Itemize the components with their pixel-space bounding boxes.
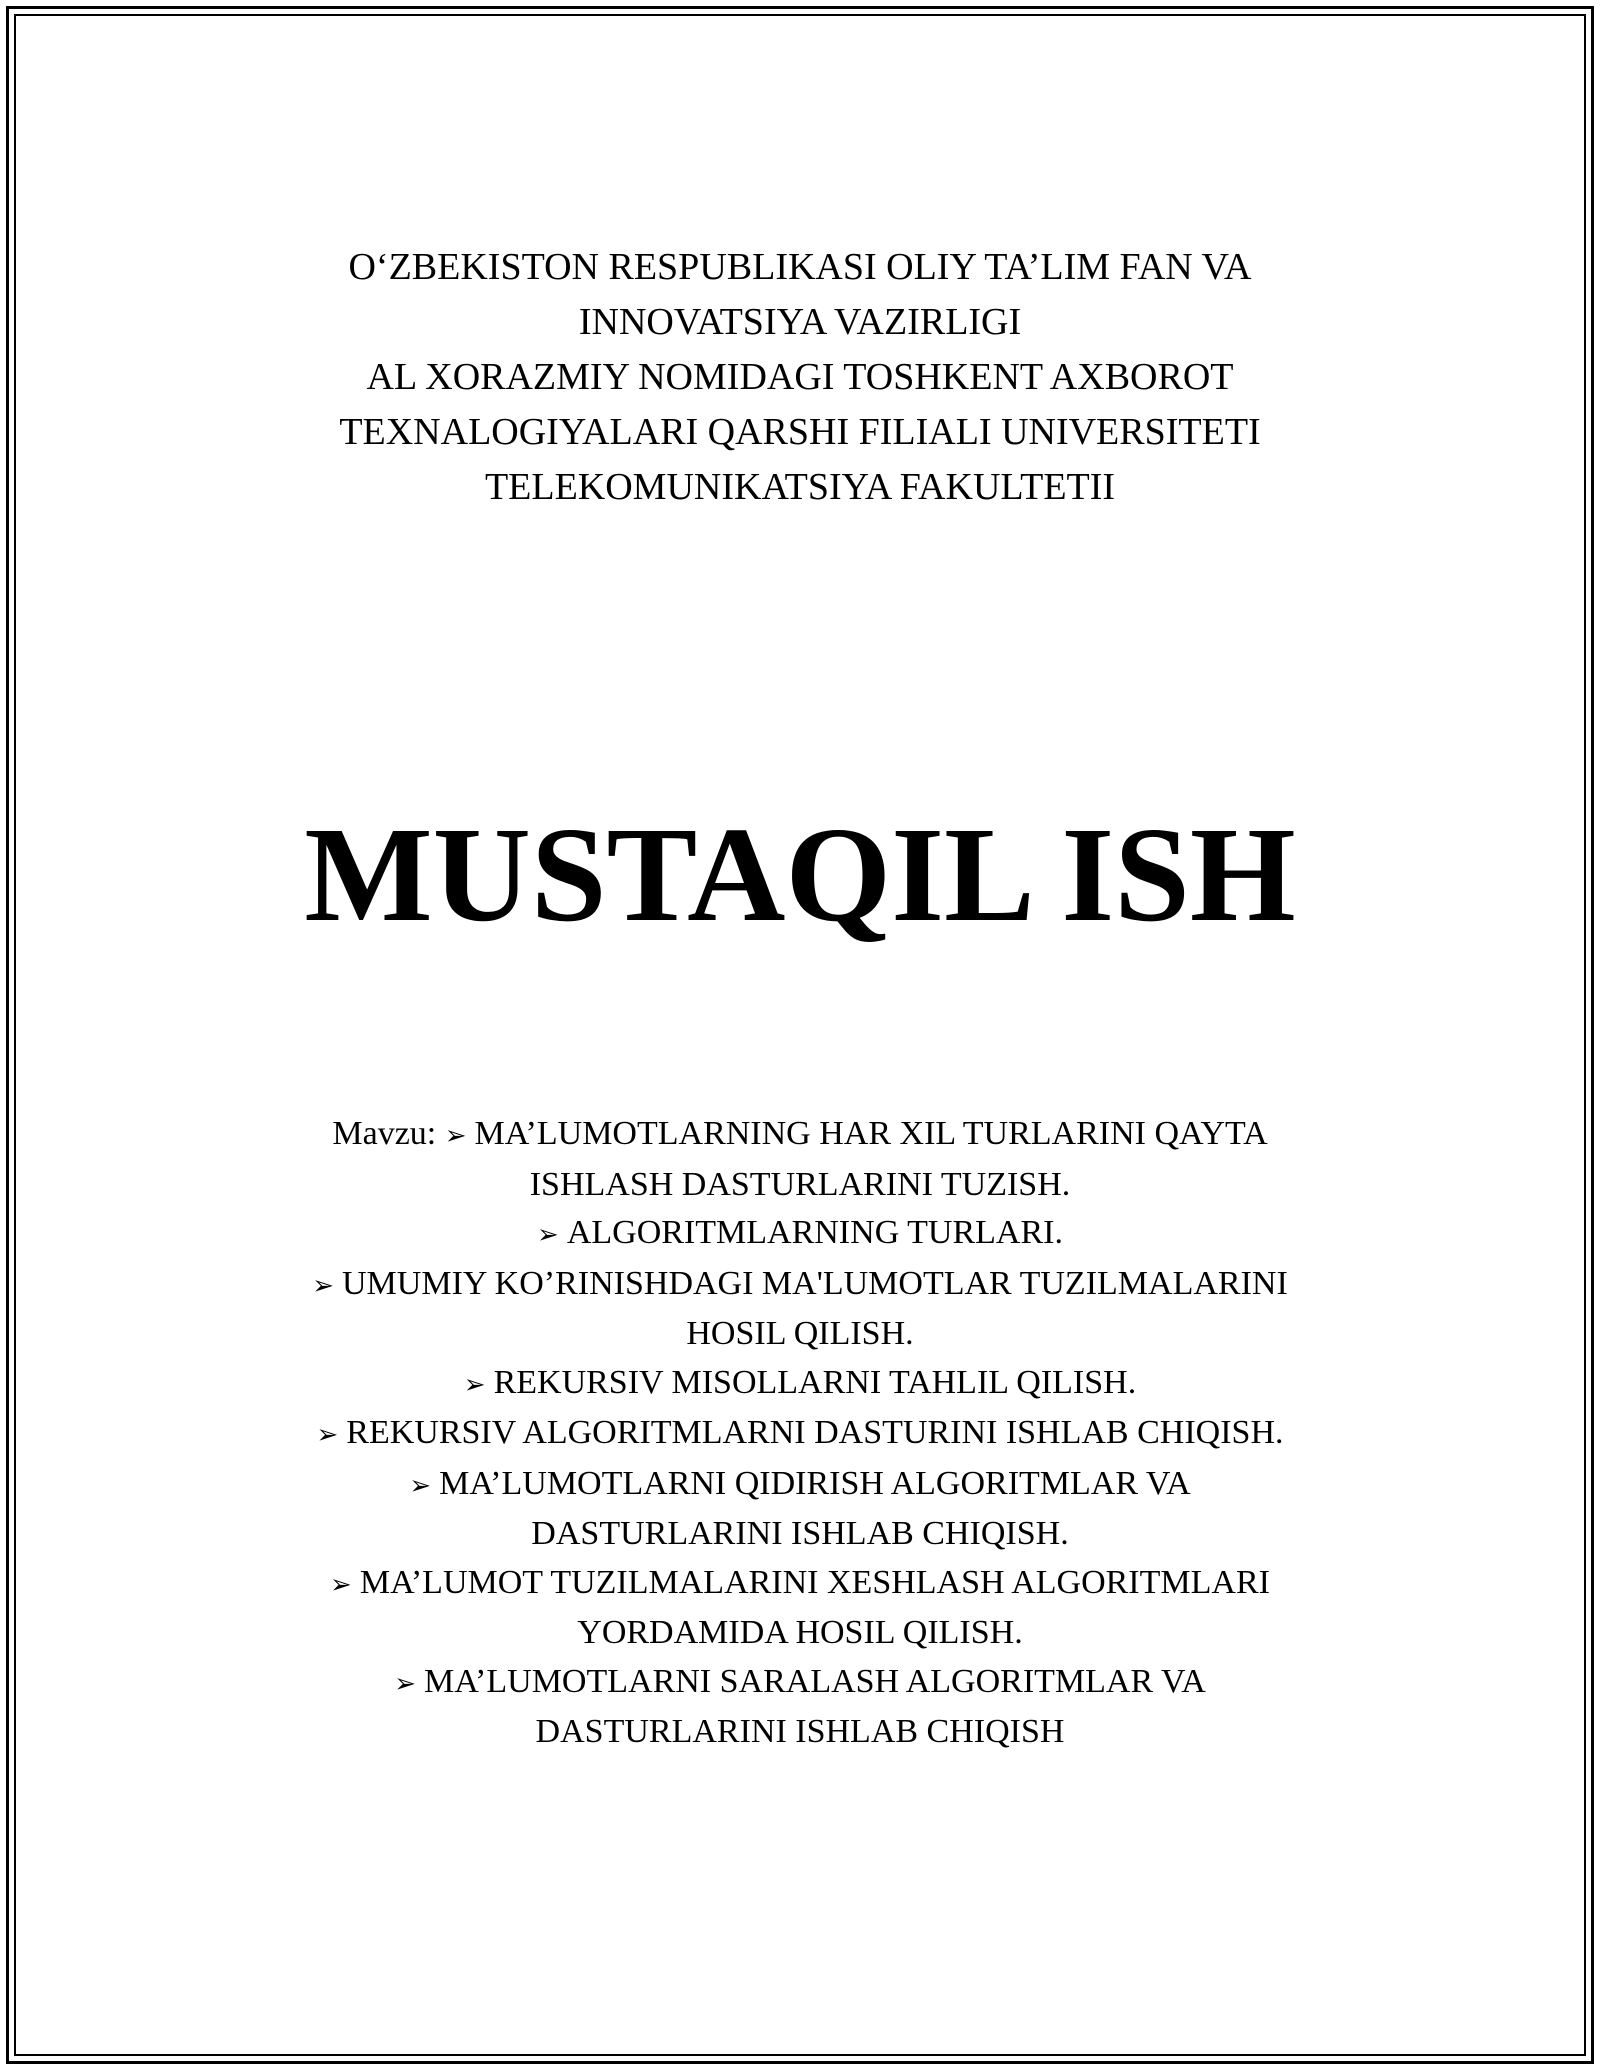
topic-label: Mavzu: — [332, 1115, 437, 1152]
topic-text: YORDAMIDA HOSIL QILISH. — [577, 1614, 1023, 1651]
topic-line — [0, 1359, 1600, 1410]
topic-line — [0, 1559, 1600, 1610]
topic-line — [0, 1110, 1600, 1161]
topic-text: MA’LUMOTLARNING HAR XIL TURLARINI QAYTA — [474, 1115, 1268, 1152]
topic-line — [0, 1708, 1600, 1757]
topic-text: HOSIL QILISH. — [686, 1315, 914, 1352]
header-line: AL XORAZMIY NOMIDAGI TOSHKENT AXBOROT — [366, 356, 1234, 398]
topic-line — [0, 1310, 1600, 1359]
arrow-bullet-icon: ➢ — [463, 1369, 486, 1400]
topic-text: ISHLASH DASTURLARINI TUZISH. — [529, 1165, 1071, 1203]
arrow-bullet-icon: ➢ — [409, 1470, 432, 1501]
topic-text: REKURSIV MISOLLARNI TAHLIL QILISH. — [493, 1363, 1137, 1401]
arrow-bullet-icon: ➢ — [394, 1668, 417, 1699]
topic-line — [0, 1658, 1600, 1709]
topic-line — [0, 1460, 1600, 1511]
topic-text: MA’LUMOT TUZILMALARINI XESHLASH ALGORITMLARI — [359, 1563, 1270, 1601]
header-line: INNOVATSIYA VAZIRLIGI — [578, 301, 1022, 343]
document-title: MUSTAQIL ISH — [304, 800, 1296, 950]
header-line: O‘ZBEKISTON RESPUBLIKASI OLIY TA’LIM FAN VA — [348, 246, 1252, 288]
topic-line — [0, 1260, 1600, 1311]
arrow-bullet-icon: ➢ — [444, 1121, 467, 1151]
topic-line — [0, 1161, 1600, 1210]
topic-line — [0, 1409, 1600, 1460]
topic-text: REKURSIV ALGORITMLARNI DASTURINI ISHLAB CHIQISH. — [346, 1414, 1284, 1451]
header-line: TEXNALOGIYALARI QARSHI FILIALI UNIVERSITETI — [339, 411, 1261, 453]
topic-line — [0, 1510, 1600, 1559]
topic-text: ALGORITMLARNING TURLARI. — [566, 1214, 1063, 1251]
topic-line — [0, 1609, 1600, 1658]
topic-line — [0, 1209, 1600, 1260]
topic-text: MA’LUMOTLARNI QIDIRISH ALGORITMLAR VA — [439, 1464, 1191, 1502]
header-line: TELEKOMUNIKATSIYA FAKULTETII — [484, 466, 1116, 508]
arrow-bullet-icon: ➢ — [312, 1270, 334, 1301]
topic-text: DASTURLARINI ISHLAB CHIQISH. — [531, 1515, 1069, 1552]
topics-list — [0, 1110, 1600, 1757]
arrow-bullet-icon: ➢ — [316, 1420, 339, 1450]
arrow-bullet-icon: ➢ — [330, 1569, 352, 1600]
topic-text: MA’LUMOTLARNI SARALASH ALGORITMLAR VA — [424, 1662, 1206, 1700]
institution-header — [0, 240, 1600, 515]
arrow-bullet-icon: ➢ — [537, 1220, 559, 1250]
topic-text: DASTURLARINI ISHLAB CHIQISH — [535, 1713, 1065, 1750]
topic-text: UMUMIY KO’RINISHDAGI MA'LUMOTLAR TUZILMALARINI — [342, 1264, 1288, 1302]
